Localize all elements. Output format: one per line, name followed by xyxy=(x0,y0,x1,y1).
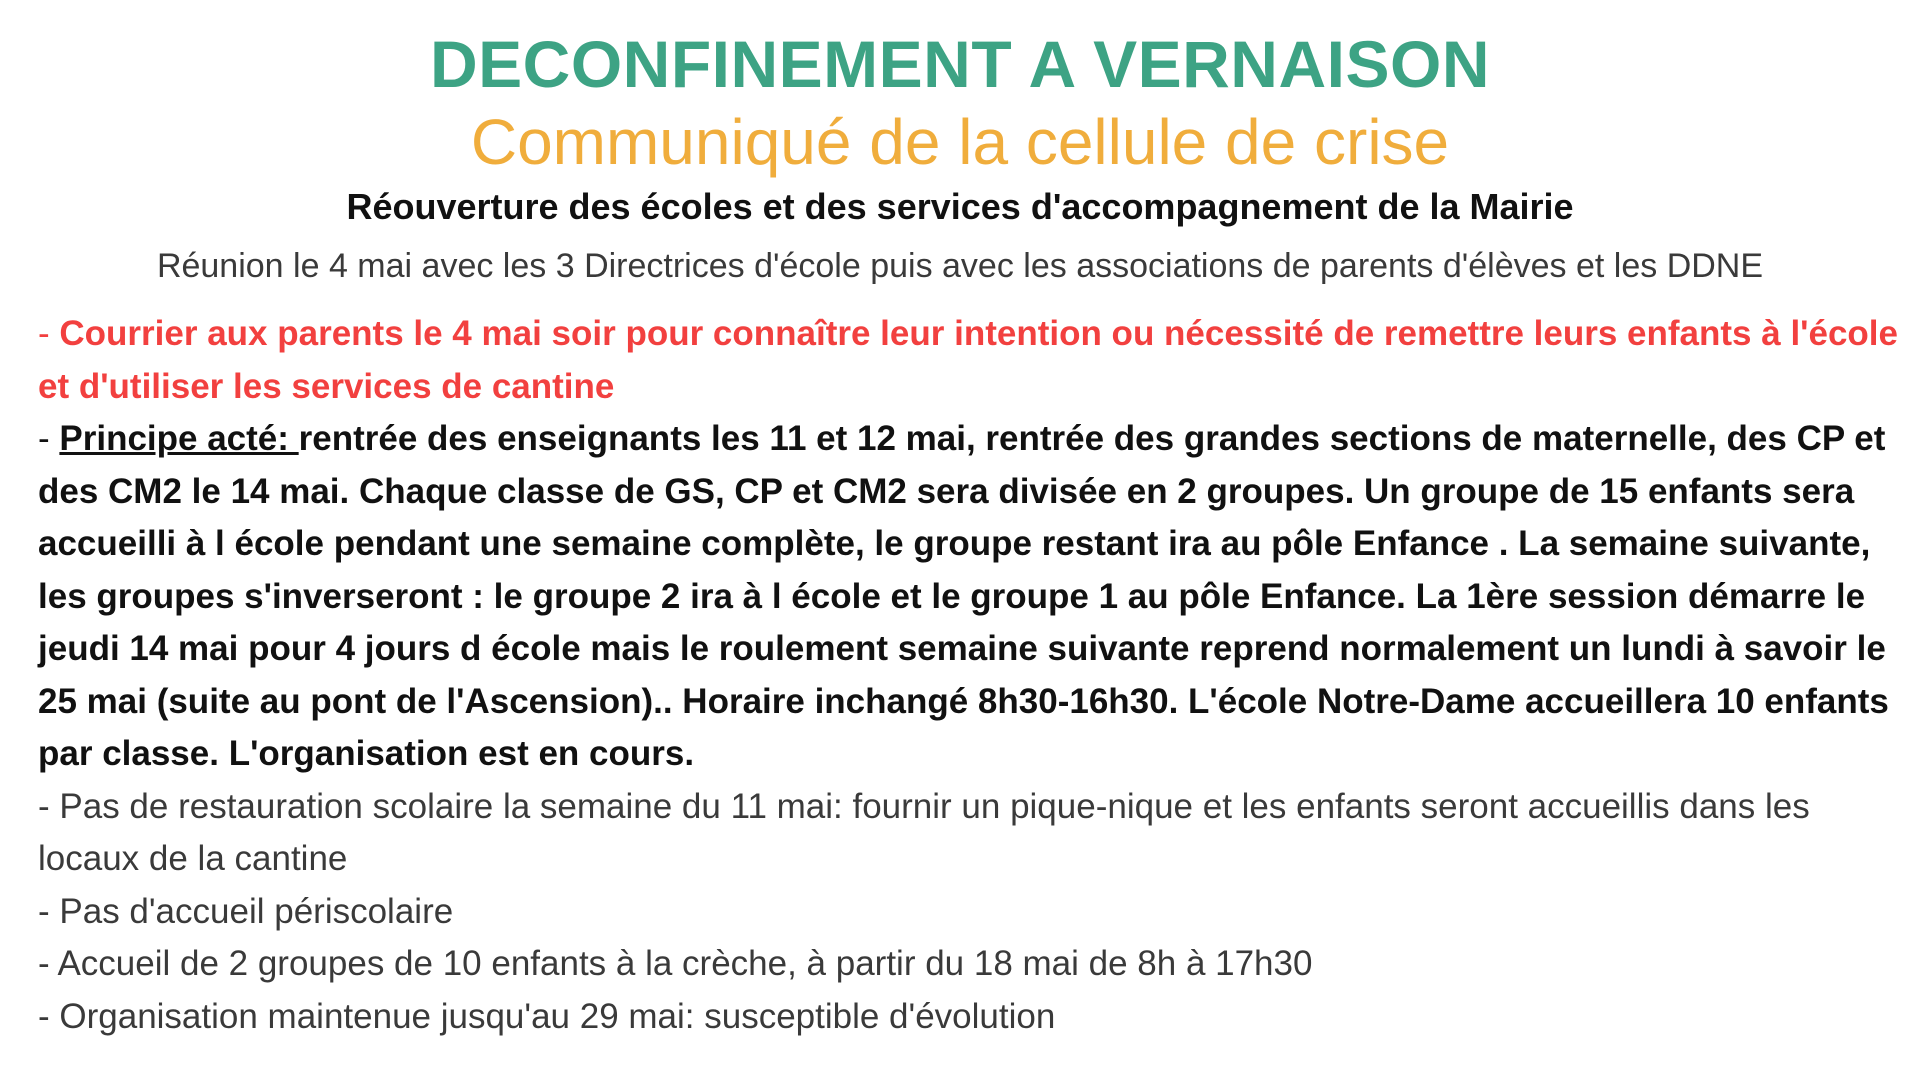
section-heading: Réouverture des écoles et des services d'accompagnement de la Mairie xyxy=(346,186,1574,227)
meeting-note: Réunion le 4 mai avec les 3 Directrices d'école puis avec les associations de parents d'élèves et les DDNE xyxy=(156,247,1764,285)
principe-dash: - xyxy=(38,419,60,458)
page-subtitle: Communiqué de la cellule de crise xyxy=(470,106,1450,178)
courrier-text: Courrier aux parents le 4 mai soir pour connaître leur intention ou nécessité de remettre leurs enfants à l'école et d'utiliser les services de cantine xyxy=(38,314,1898,406)
restauration-item: - Pas de restauration scolaire la semaine du 11 mai: fournir un pique-nique et les enfants seront accueillis dans les locaux de la cantine xyxy=(38,786,1810,878)
courrier-dash: - xyxy=(38,314,60,353)
courrier-item xyxy=(38,308,1898,413)
periscolaire-item: - Pas d'accueil périscolaire xyxy=(38,891,454,931)
announcement-body xyxy=(38,308,1898,1043)
principe-label: Principe acté: xyxy=(59,419,299,458)
creche-item: - Accueil de 2 groupes de 10 enfants à la crèche, à partir du 18 mai de 8h à 17h30 xyxy=(38,944,1313,983)
principe-item xyxy=(38,413,1898,781)
principe-text: rentrée des enseignants les 11 et 12 mai, rentrée des grandes sections de maternelle, des CP et des CM2 le 14 mai. Chaque classe de GS, CP et CM2 sera divisée en 2 groupes. Un groupe de 15 enfants sera accueilli à l école pendant une semaine complète, le groupe restant ira au pôle Enfance . La semaine suivante, les groupes s'inverseront : le groupe 2 ira à l école et le groupe 1 au pôle Enfance. La 1ère session démarre le jeudi 14 mai pour 4 jours d école mais le roulement semaine suivante reprend normalement un lundi à savoir le 25 mai (suite au pont de l'Ascension).. Horaire inchangé 8h30-16h30. L'école Notre-Dame accueillera 10 enfants par classe. L'organisation est en cours. xyxy=(38,419,1889,773)
page-title: DECONFINEMENT A VERNAISON xyxy=(430,27,1490,101)
organisation-item: - Organisation maintenue jusqu'au 29 mai: susceptible d'évolution xyxy=(38,996,1056,1036)
